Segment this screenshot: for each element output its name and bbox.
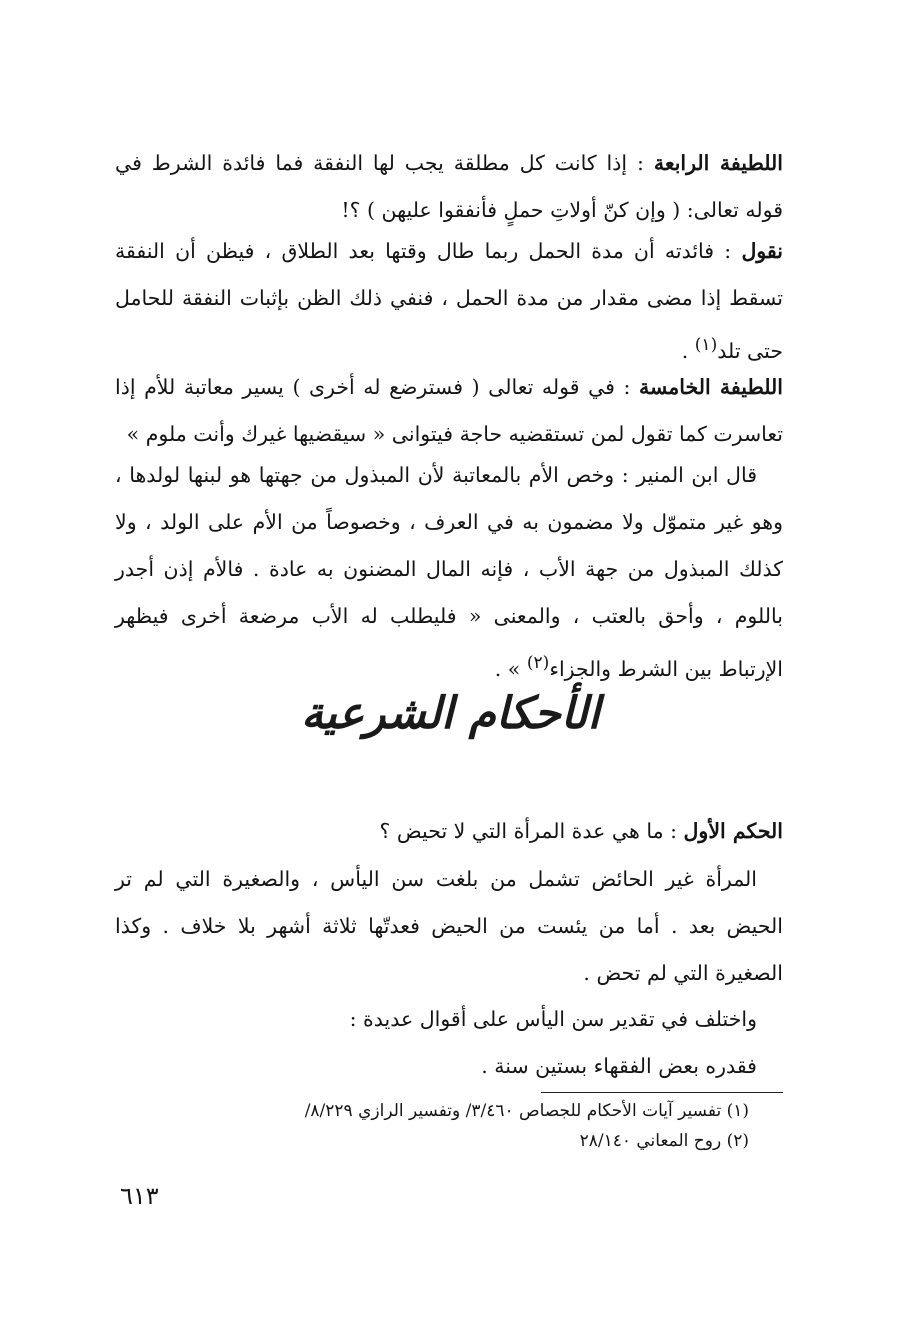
footnote-1: (١) تفسير آيات الأحكام للجصاص ٣/٤٦٠/ وتفسير الرازي ٨/٢٢٩/: [304, 1101, 749, 1121]
paragraph-text: المرأة غير الحائض تشمل من بلغت سن اليأس ، والصغيرة التي لم تر الحيض بعد . أما من يئست من الحيض فعدتّها ثلاثة أشهر بلا خلاف . وكذا الصغيرة التي لم تحض .: [115, 867, 783, 985]
footnote-marker: (١): [694, 335, 718, 355]
footnote-divider: [541, 1092, 783, 1093]
paragraph-label: اللطيفة الخامسة: [639, 375, 783, 399]
footnote-2: (٢) روح المعاني ٢٨/١٤٠: [579, 1131, 749, 1151]
ruling-label: الحكم الأول: [683, 819, 783, 843]
paragraph-ibn-almunir: [115, 452, 783, 693]
ruling-first-body: [115, 856, 783, 997]
paragraph-fifth-subtlety: اللطيفة الخامسة : في قوله تعالى ( فسترضع له أخرى ) يسير معاتبة للأم إذا تعاسرت كما تقول لمن تستقضيه حاجة فيتوانى « سيقضيها غيرك وأنت ملوم »: [115, 375, 783, 446]
paragraph-label: نقول: [741, 239, 783, 263]
paragraph-answer: نقول : فائدته أن مدة الحمل ربما طال وقتها بعد الطلاق ، فيظن أن النفقة تسقط إذا مضى مقدار من مدة الحمل ، فنفي ذلك الظن بإثبات النفقة للحامل حتى تلد$^{(١)}$ .: [115, 239, 783, 363]
paragraph-text: فائدته أن مدة الحمل ربما طال وقتها بعد الطلاق ، فيظن أن النفقة تسقط إذا مضى مقدار من مدة الحمل ، فنفي ذلك الظن بإثبات النفقة للحامل حتى تلد: [115, 239, 783, 363]
paragraph-text: واختلف في تقدير سن اليأس على أقوال عديدة :: [349, 1007, 757, 1031]
footnote-marker: (٢): [526, 653, 550, 673]
paragraph-text: في قوله تعالى ( فسترضع له أخرى ) يسير معاتبة للأم إذا تعاسرت كما تقول لمن تستقضيه حاجة فيتوانى « سيقضيها غيرك وأنت ملوم »: [115, 375, 783, 446]
paragraph-end: » .: [494, 656, 527, 681]
section-title: الأحكام الشرعية: [301, 688, 600, 739]
paragraph-label: اللطيفة الرابعة: [653, 151, 783, 175]
paragraph-text: قال ابن المنير : وخص الأم بالمعاتبة لأن المبذول من جهتها هو لبنها لولدها ، وهو غير متموّل ولا مضمون به في العرف ، وخصوصاً من الأم على الولد ، ولا كذلك المبذول من جهة الأب ، فإنه المال المضنون به عادة . فالأم إذن أجدر باللوم ، وأحق بالعتب ، والمعنى « فليطلب له الأب مرضعة أخرى فيظهر الإرتباط بين الشرط والجزاء: [115, 463, 783, 681]
paragraph-text: فقدره بعض الفقهاء بستين سنة .: [481, 1054, 757, 1078]
paragraph-fourth-subtlety: اللطيفة الرابعة : إذا كانت كل مطلقة يجب لها النفقة فما فائدة الشرط في قوله تعالى: ( وإن كنّ أولاتِ حملٍ فأنفقوا عليهن ) ؟!: [115, 151, 783, 222]
footnotes: [109, 1096, 749, 1156]
page-number: ٦١٣: [120, 1182, 159, 1210]
paragraph-end: .: [681, 338, 695, 363]
ruling-first-heading: الحكم الأول : ما هي عدة المرأة التي لا تحيض ؟: [379, 819, 783, 843]
ruling-question: ما هي عدة المرأة التي لا تحيض ؟: [379, 819, 664, 843]
paragraph-text: إذا كانت كل مطلقة يجب لها النفقة فما فائدة الشرط في قوله تعالى: ( وإن كنّ أولاتِ حملٍ فأنفقوا عليهن ) ؟!: [115, 151, 783, 222]
ruling-first-opinions: [115, 996, 783, 1090]
